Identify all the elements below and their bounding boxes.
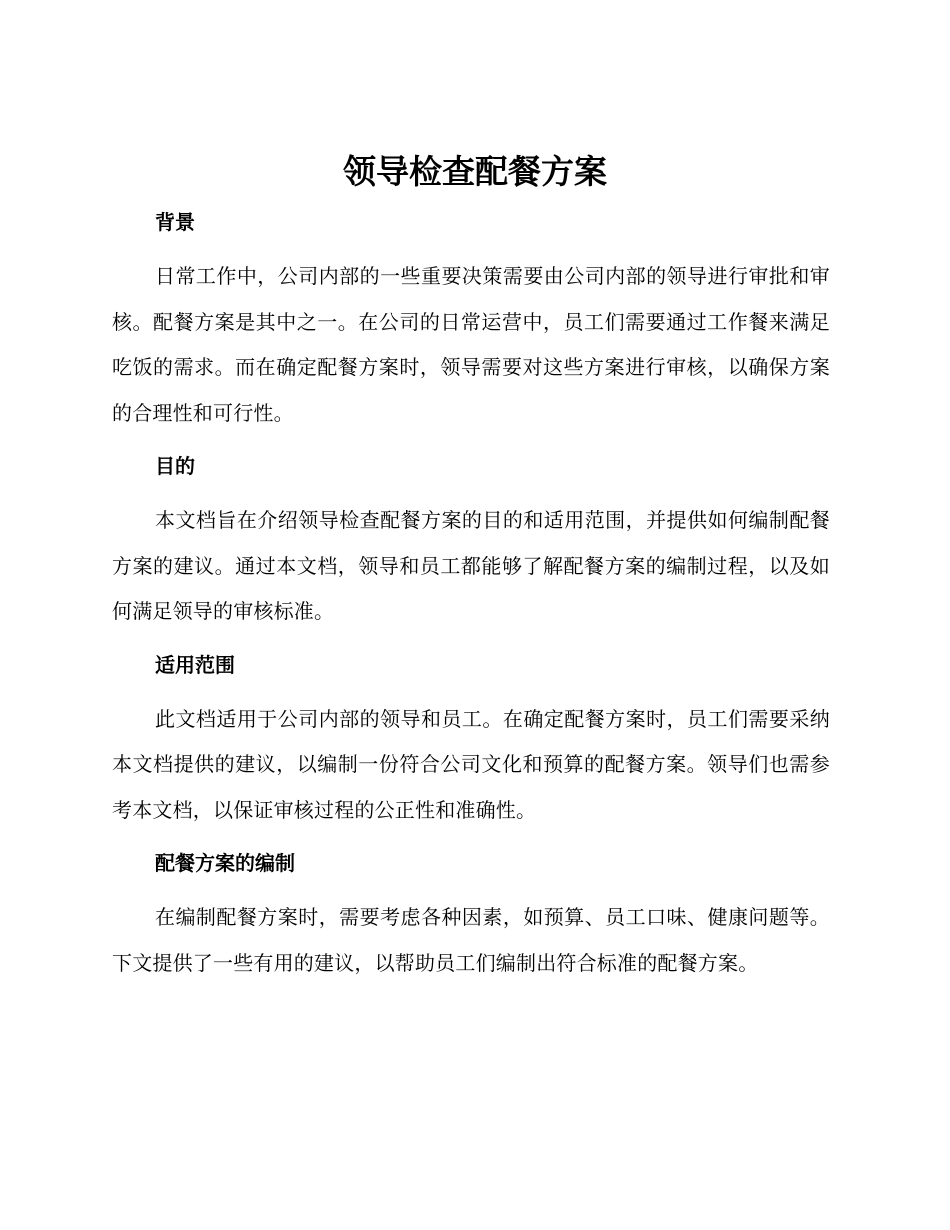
document-title: 领导检查配餐方案: [343, 152, 607, 191]
section-meal-plan-drafting: [112, 841, 830, 986]
section-heading: 配餐方案的编制: [155, 851, 295, 875]
section-background: [112, 200, 830, 444]
section-heading: 背景: [155, 210, 195, 234]
section-scope: [112, 643, 830, 842]
section-paragraph: 此文档适用于公司内部的领导和员工。在确定配餐方案时，员工们需要采纳本文档提供的建议，以编制一份符合公司文化和预算的配餐方案。领导们也需参考本文档，以保证审核过程的公正性和准确性。: [112, 706, 830, 822]
section-heading: 目的: [155, 454, 195, 478]
section-heading: 适用范围: [155, 652, 235, 677]
section-paragraph: 在编制配餐方案时，需要考虑各种因素，如预算、员工口味、健康问题等。下文提供了一些有用的建议，以帮助员工们编制出符合标准的配餐方案。: [112, 905, 830, 975]
section-paragraph: 本文档旨在介绍领导检查配餐方案的目的和适用范围，并提供如何编制配餐方案的建议。通过本文档，领导和员工都能够了解配餐方案的编制过程，以及如何满足领导的审核标准。: [112, 508, 830, 623]
section-paragraph: 日常工作中，公司内部的一些重要决策需要由公司内部的领导进行审批和审核。配餐方案是其中之一。在公司的日常运营中，员工们需要通过工作餐来满足吃饭的需求。而在确定配餐方案时，领导需要对这些方案进行审核，以确保方案的合理性和可行性。: [112, 264, 830, 425]
document-body: [112, 200, 830, 986]
section-purpose: [112, 444, 830, 643]
